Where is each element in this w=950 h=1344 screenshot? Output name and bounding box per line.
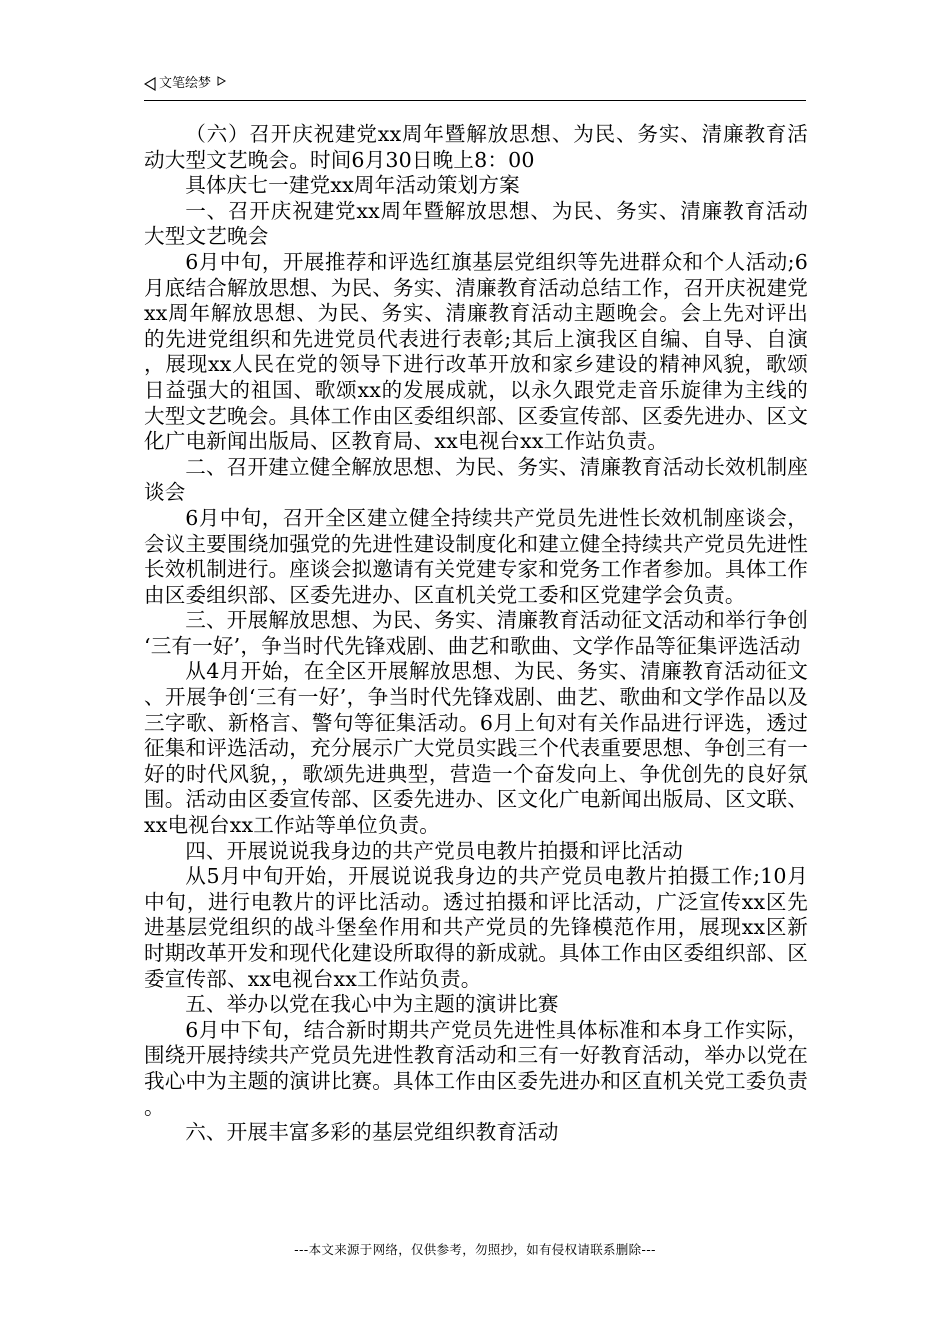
paragraph: 从5月中旬开始，开展说说我身边的共产党员电教片拍摄工作;10月中旬，进行电教片的评比活动。透过拍摄和评比活动，广泛宣传xx区先进基层党组织的战斗堡垒作用和共产党员的先锋模范作用，展现xx区新时期改革开发和现代化建设所取得的新成就。具体工作由区委组织部、区委宣传部、xx电视台xx工作站负责。 — [144, 864, 808, 991]
triangle-right-icon — [217, 76, 226, 86]
section-heading: 六、开展丰富多彩的基层党组织教育活动 — [185, 1120, 559, 1145]
paragraph: 6月中旬，召开全区建立健全持续共产党员先进性长效机制座谈会，会议主要围绕加强党的先进性建设制度化和建立健全持续共产党员先进性长效机制进行。座谈会拟邀请有关党建专家和党务工作者参加。具体工作由区委组织部、区委先进办、区直机关党工委和区党建学会负责。 — [144, 505, 808, 607]
paragraph: 6月中旬，开展推荐和评选红旗基层党组织等先进群众和个人活动;6月底结合解放思想、为民、务实、清廉教育活动总结工作，召开庆祝建党xx周年解放思想、为民、务实、清廉教育活动主题晚会。会上先对评出的先进党组织和先进党员代表进行表彰;其后上演我区自编、自导、自演，展现xx人民在党的领导下进行改革开放和家乡建设的精神风貌，歌颂日益强大的祖国、歌颂xx的发展成就，以永久跟党走音乐旋律为主线的大型文艺晚会。具体工作由区委组织部、区委宣传部、区委先进办、区文化广电新闻出版局、区教育局、xx电视台xx工作站负责。 — [144, 249, 808, 454]
document-body — [144, 122, 808, 1146]
section-heading: 三、开展解放思想、为民、务实、清廉教育活动征文活动和举行争创‘三有一好’，争当时代先锋戏剧、曲艺和歌曲、文学作品等征集评选活动 — [144, 608, 808, 658]
paragraph: （六）召开庆祝建党xx周年暨解放思想、为民、务实、清廉教育活动大型文艺晚会。时间6月30日晚上8：00 — [144, 122, 808, 172]
triangle-left-icon — [144, 77, 156, 91]
section-heading: 四、开展说说我身边的共产党员电教片拍摄和评比活动 — [185, 838, 684, 863]
footer-notice: ---本文来源于网络，仅供参考，勿照抄，如有侵权请联系删除--- — [294, 1242, 656, 1257]
paragraph: 6月中下旬，结合新时期共产党员先进性具体标准和本身工作实际，围绕开展持续共产党员先进性教育活动和三有一好教育活动，举办以党在我心中为主题的演讲比赛。具体工作由区委先进办和区直机关党工委负责。 — [144, 1017, 808, 1119]
plan-title: 具体庆七一建党xx周年活动策划方案 — [185, 173, 520, 198]
section-heading: 二、召开建立健全解放思想、为民、务实、清廉教育活动长效机制座谈会 — [144, 454, 808, 505]
paragraph: 从4月开始，在全区开展解放思想、为民、务实、清廉教育活动征文、开展争创‘三有一好’，争当时代先锋戏剧、曲艺、歌曲和文学作品以及三字歌、新格言、警句等征集活动。6月上旬对有关作品进行评选，透过征集和评选活动，充分展示广大党员实践三个代表重要思想、争创三有一好的时代风貌，，歌颂先进典型，营造一个奋发向上、争优创先的良好氛围。活动由区委宣传部、区委先进办、区文化广电新闻出版局、区文联、xx电视台xx工作站等单位负责。 — [144, 659, 808, 838]
section-heading: 五、举办以党在我心中为主题的演讲比赛 — [185, 992, 559, 1017]
section-heading: 一、召开庆祝建党xx周年暨解放思想、为民、务实、清廉教育活动大型文艺晚会 — [144, 198, 808, 249]
page-header — [144, 74, 806, 101]
header-brand-text: 文笔绘梦 — [159, 76, 212, 91]
header-brand — [144, 76, 226, 92]
